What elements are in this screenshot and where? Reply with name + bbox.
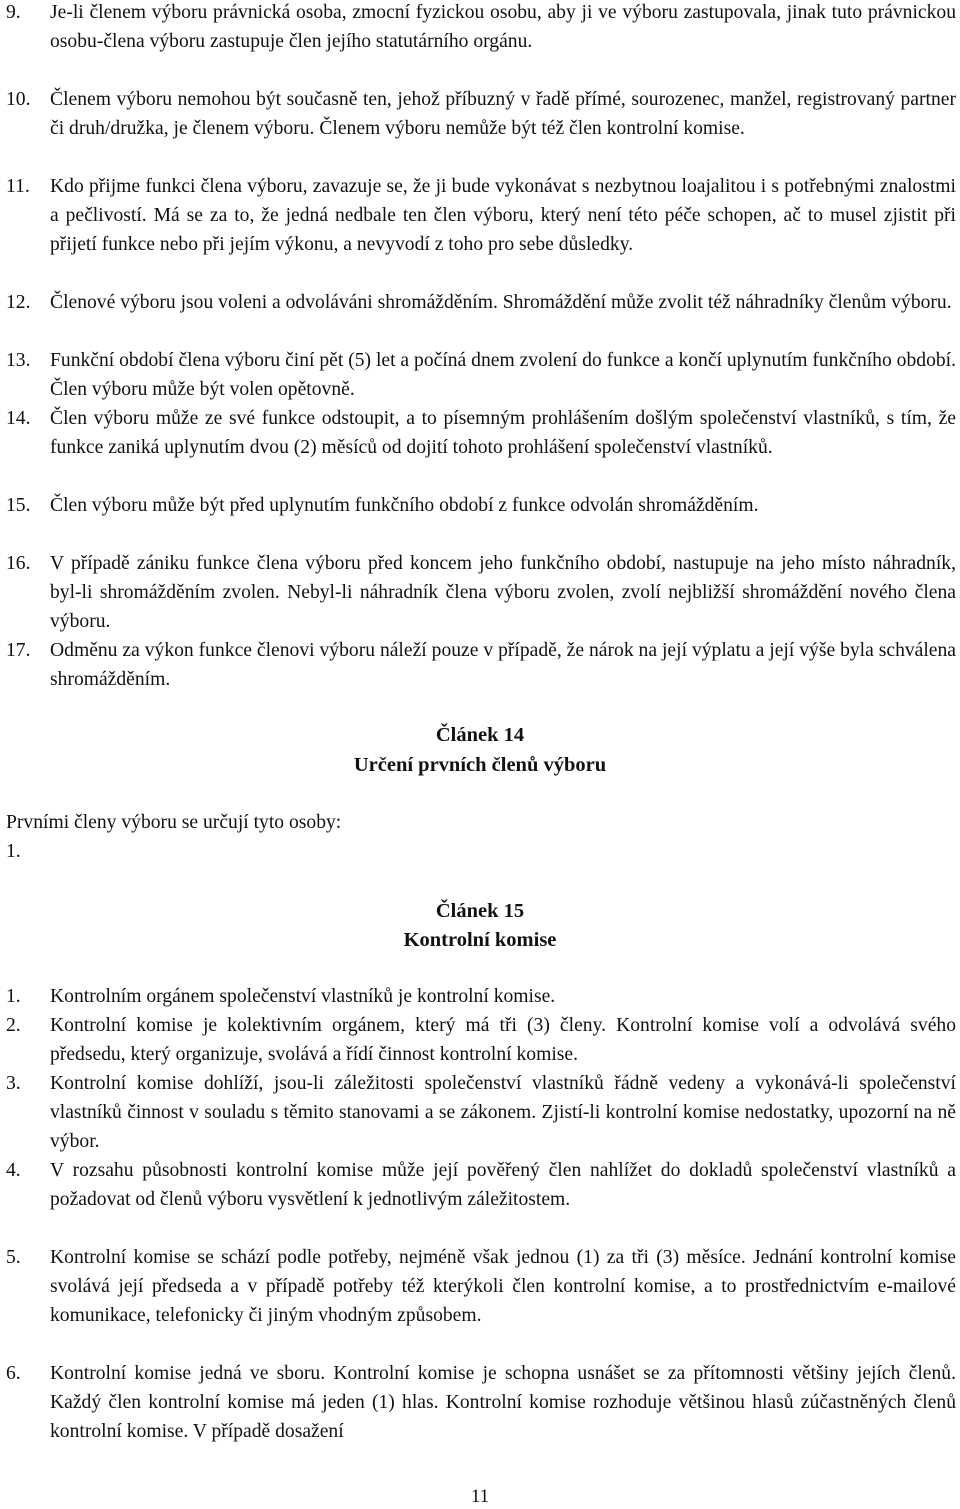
list-item <box>6 288 956 317</box>
list-item-text: Odměnu za výkon funkce členovi výboru náleží pouze v případě, že nárok na její výplatu a její výše byla schválena shromážděním. <box>50 640 956 690</box>
list-item-number: 14. <box>6 408 31 429</box>
article-15-subtitle: Kontrolní komise <box>403 929 557 951</box>
list-item-text: Kontrolním orgánem společenství vlastníků je kontrolní komise. <box>50 986 556 1007</box>
list-item-text: Členem výboru nemohou být současně ten, jehož příbuzný v řadě přímé, sourozenec, manžel, registrovaný partner či druh/družka, je členem výboru. Členem výboru nemůže být též člen kontrolní komise. <box>50 89 956 139</box>
article-14-first-item: 1. <box>6 841 21 862</box>
list-item <box>6 491 956 520</box>
article-15-title: Článek 15 <box>435 900 525 922</box>
list-item-number: 4. <box>6 1160 21 1181</box>
list-item <box>6 982 956 1011</box>
list-item-text: Kontrolní komise se schází podle potřeby, nejméně však jednou (1) za tři (3) měsíce. Jednání kontrolní komise svolává její předseda a v případě potřeby též kterýkoli člen kontrolní komise, a to prostřednictvím e-mailové komunikace, telefonicky či jiným vhodným způsobem. <box>50 1247 956 1326</box>
list-item <box>6 346 956 404</box>
list-item-text: Kontrolní komise je kolektivním orgánem, který má tři (3) členy. Kontrolní komise volí a odvolává svého předsedu, který organizuje, svolává a řídí činnost kontrolní komise. <box>50 1015 956 1065</box>
list-item-number: 13. <box>6 350 31 371</box>
list-item-text: V případě zániku funkce člena výboru před koncem jeho funkčního období, nastupuje na jeho místo náhradník, byl-li shromážděním zvolen. Nebyl-li náhradník člena výboru zvolen, zvolí nejbližší shromáždění nového člena výboru. <box>50 553 956 632</box>
list-item-text: Funkční období člena výboru činí pět (5) let a počíná dnem zvolení do funkce a končí uplynutím funkčního období. Člen výboru může být volen opětovně. <box>50 350 957 400</box>
article-14-intro: Prvními členy výboru se určují tyto osoby: <box>6 812 342 833</box>
list-item-text: Členové výboru jsou voleni a odvoláváni shromážděním. Shromáždění může zvolit též náhradníky členům výboru. <box>50 292 952 313</box>
list-item-number: 16. <box>6 553 31 574</box>
list-item-text: Člen výboru může být před uplynutím funkčního období z funkce odvolán shromážděním. <box>50 495 759 516</box>
list-item-number: 15. <box>6 495 31 516</box>
list-item-number: 9. <box>6 2 21 23</box>
list-item-number: 1. <box>6 986 21 1007</box>
list-item <box>6 172 956 259</box>
list-item-number: 3. <box>6 1073 21 1094</box>
list-item-number: 2. <box>6 1015 21 1036</box>
list-item-text: Je-li členem výboru právnická osoba, zmocní fyzickou osobu, aby ji ve výboru zastupovala, jinak tuto právnickou osobu-člena výboru zastupuje člen jejího statutárního orgánu. <box>50 2 956 52</box>
list-item <box>6 636 956 694</box>
list-item <box>6 1011 956 1069</box>
list-item-text: V rozsahu působnosti kontrolní komise může její pověřený člen nahlížet do dokladů společenství vlastníků a požadovat od členů výboru vysvětlení k jednotlivým záležitostem. <box>50 1160 956 1210</box>
article-14-subtitle: Určení prvních členů výboru <box>353 754 607 776</box>
list-item-text: Člen výboru může ze své funkce odstoupit, a to písemným prohlášením došlým společenství vlastníků, s tím, že funkce zaniká uplynutím dvou (2) měsíců od dojití tohoto prohlášení společenství vlastníků. <box>50 408 956 458</box>
page-number: 11 <box>470 1486 490 1507</box>
list-item <box>6 85 956 143</box>
list-item <box>6 549 956 636</box>
list-item-number: 11. <box>6 176 30 197</box>
list-item-text: Kdo přijme funkci člena výboru, zavazuje se, že ji bude vykonávat s nezbytnou loajalitou i s potřebnými znalostmi a pečlivostí. Má se za to, že jedná nedbale ten člen výboru, který není této péče schopen, ač to musel zjistit při přijetí funkce nebo při jejím výkonu, a nevyvodí z toho pro sebe důsledky. <box>50 176 956 255</box>
list-item-number: 10. <box>6 89 31 110</box>
list-item <box>6 1069 956 1156</box>
list-item <box>6 1156 956 1214</box>
list-item-number: 6. <box>6 1363 21 1384</box>
list-item <box>6 1243 956 1330</box>
article-14-title: Článek 14 <box>435 724 525 746</box>
list-item-number: 5. <box>6 1247 21 1268</box>
list-item-number: 12. <box>6 292 31 313</box>
list-item-number: 17. <box>6 640 31 661</box>
list-item <box>6 1359 956 1446</box>
list-item-text: Kontrolní komise jedná ve sboru. Kontrolní komise je schopna usnášet se za přítomnosti většiny jejích členů. Každý člen kontrolní komise má jeden (1) hlas. Kontrolní komise rozhoduje většinou hlasů zúčastněných členů kontrolní komise. V případě dosažení <box>50 1363 956 1442</box>
list-item <box>6 0 956 56</box>
list-item <box>6 404 956 462</box>
list-item-text: Kontrolní komise dohlíží, jsou-li záležitosti společenství vlastníků řádně vedeny a vykonává-li společenství vlastníků činnost v souladu s těmito stanovami a se zákonem. Zjistí-li kontrolní komise nedostatky, upozorní na ně výbor. <box>50 1073 956 1152</box>
